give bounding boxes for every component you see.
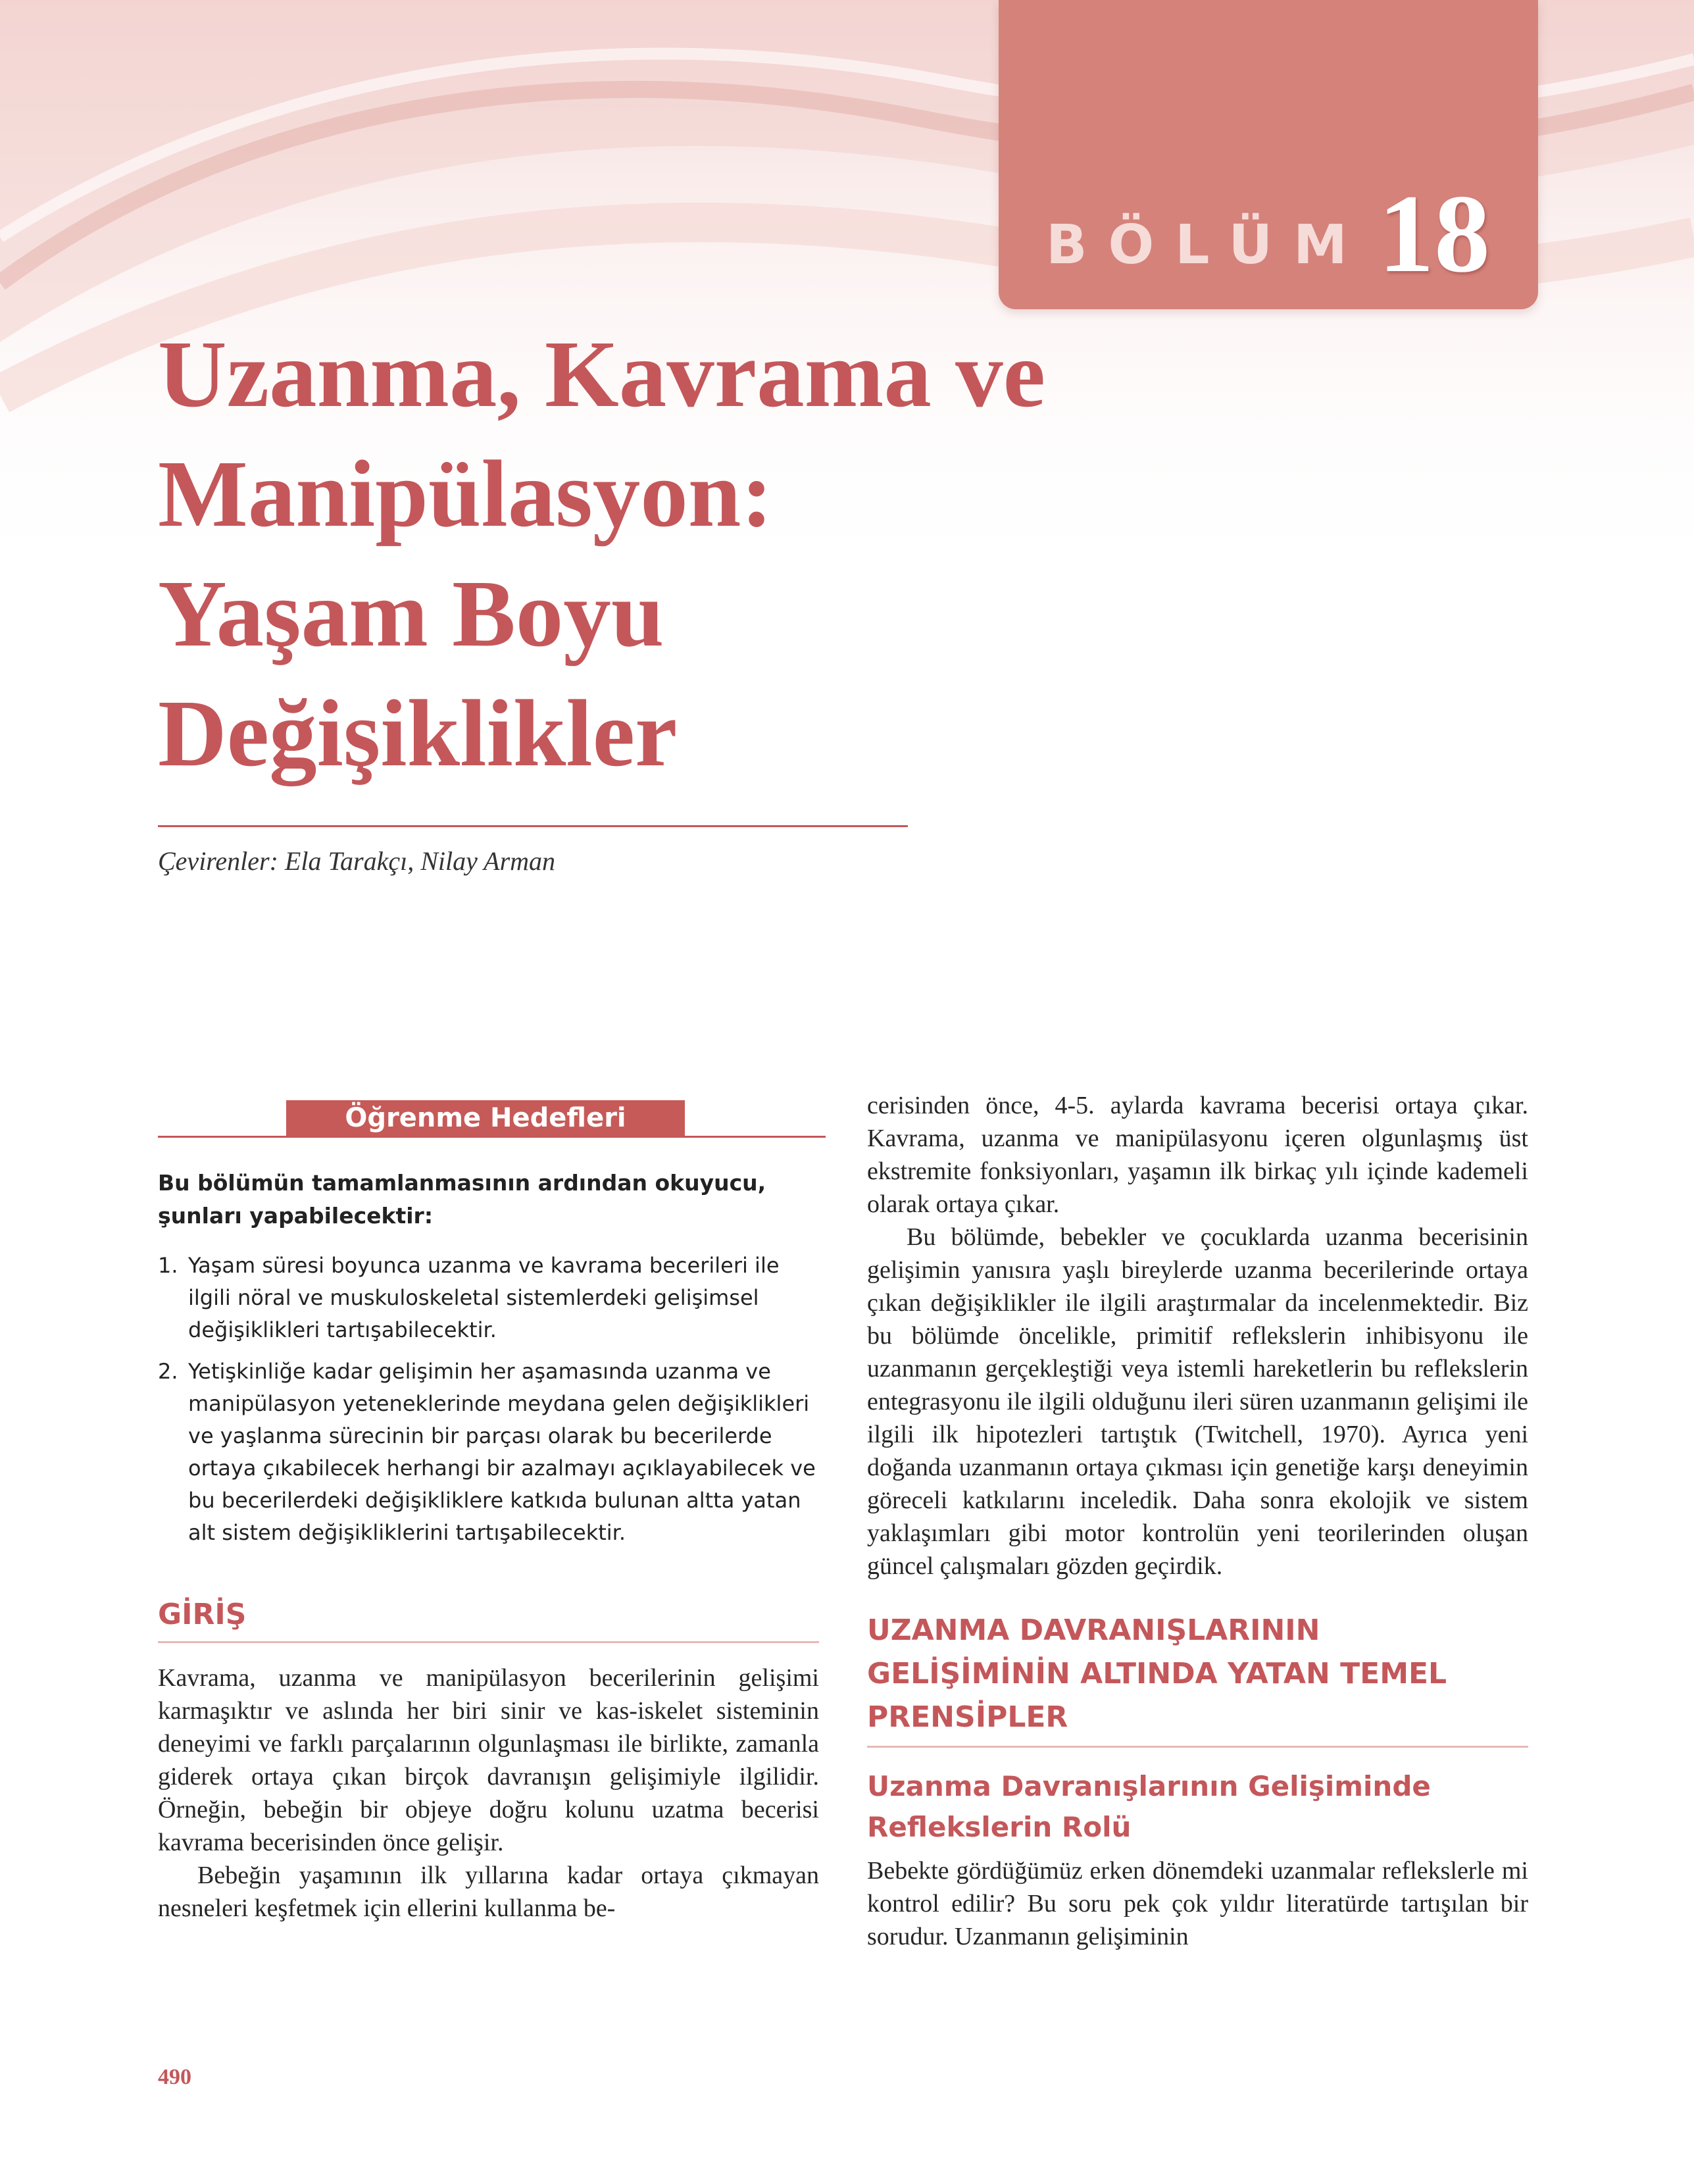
right-column: [867, 1089, 1528, 1953]
objectives-rule: [158, 1136, 826, 1138]
section-divider: [867, 1746, 1528, 1748]
objective-item: [158, 1250, 819, 1346]
left-column: [158, 1089, 819, 1925]
body-paragraph: Bebekte gördüğümüz erken dönemdeki uzanmalar reflekslerle mi kontrol edilir? Bu soru pek çok yıldır literatürde tartışılan bir sorudur. Uzanmanın gelişiminin: [867, 1857, 1528, 1950]
objective-text: Yaşam süresi boyunca uzanma ve kavrama becerileri ile ilgili nöral ve muskuloskeletal sistemlerdeki gelişimsel değişiklikleri tartışabilecektir.: [188, 1253, 780, 1342]
objectives-intro: Bu bölümün tamamlanmasının ardından okuyucu, şunları yapabilecektir:: [158, 1170, 766, 1229]
translators-credit: Çevirenler: Ela Tarakçı, Nilay Arman: [158, 846, 556, 876]
objective-text: Yetişkinliğe kadar gelişimin her aşamasında uzanma ve manipülasyon yeteneklerinde meydana gelen değişiklikleri ve yaşlanma sürecinin bir parçası olarak bu becerilerde ortaya çıkabilecek herhangi bir azalmayı açıklayabilecek ve bu becerilerdeki değişikliklere katkıda bulunan altta yatan alt sistem değişikliklerini tartışabilecektir.: [188, 1359, 816, 1545]
title-divider: [158, 825, 908, 827]
title-line: Yaşam Boyu: [158, 561, 664, 667]
intro-divider: [158, 1641, 819, 1643]
page-number: 490: [158, 2065, 191, 2089]
objective-number: 2.: [158, 1359, 178, 1384]
chapter-label: BÖLÜM: [1046, 214, 1368, 276]
title-line: Değişiklikler: [158, 681, 678, 786]
objective-item: [158, 1356, 819, 1549]
title-line: Manipülasyon:: [158, 442, 773, 547]
intro-heading: GİRİŞ: [158, 1598, 247, 1631]
body-paragraph: cerisinden önce, 4-5. aylarda kavrama becerisi ortaya çıkar. Kavrama, uzanma ve manipülasyonu içeren olgunlaşmış üst ekstremite fonksiyonları, yaşamın ilk birkaç yılı içinde kademeli olarak ortaya çıkar.: [867, 1092, 1528, 1218]
chapter-number: 18: [1378, 172, 1490, 295]
intro-paragraph: Bebeğin yaşamının ilk yıllarına kadar ortaya çıkmayan nesneleri keşfetmek için ellerini kullanma be-: [158, 1862, 819, 1922]
objectives-heading: Öğrenme Hedefleri: [286, 1100, 685, 1136]
intro-paragraph: Kavrama, uzanma ve manipülasyon becerilerinin gelişimi karmaşıktır ve aslında her biri sinir ve kas-iskelet sisteminin deneyimi ve farklı parçalarının olgunlaşması ile birlikte, zamanla giderek ortaya çıkan birçok davranışın gelişimiyle ilgilidir. Örneğin, bebeğin bir objeye doğru kolunu uzatma becerisi kavrama becerisinden önce gelişir.: [158, 1664, 819, 1856]
objective-number: 1.: [158, 1253, 178, 1278]
title-line: Uzanma, Kavrama ve: [158, 322, 1046, 427]
subsection-heading: Uzanma Davranışlarının Gelişiminde Reflekslerin Rolü: [867, 1770, 1431, 1843]
section-heading: UZANMA DAVRANIŞLARININ GELİŞİMİNİN ALTINDA YATAN TEMEL PRENSİPLER: [867, 1613, 1447, 1734]
body-paragraph: Bu bölümde, bebekler ve çocuklarda uzanma becerisinin gelişimin yanısıra yaşlı bireylerde uzanma becerilerinde ortaya çıkan değişiklikler ile ilgili araştırmalar da incelenmektedir. Biz bu bölümde öncelikle, primitif reflekslerin inhibisyonu ile uzanmanın gerçekleştiği veya istemli hareketlerin bu reflekslerin entegrasyonu ile ilgili olduğunu ileri süren uzanmanın gelişimi ile ilgili ilk hipotezleri tartıştık (Twitchell, 1970). Ayrıca yeni doğanda uzanmanın ortaya çıkması için genetiğe karşı deneyimin göreceli katkılarını inceledik. Daha sonra ekolojik ve sistem yaklaşımları gibi motor kontrolün yeni teorilerinden oluşan güncel çalışmaları gözden geçirdik.: [867, 1223, 1528, 1580]
objectives-header: [158, 1089, 819, 1136]
objectives-list: [158, 1250, 819, 1549]
chapter-title: [158, 315, 1045, 794]
